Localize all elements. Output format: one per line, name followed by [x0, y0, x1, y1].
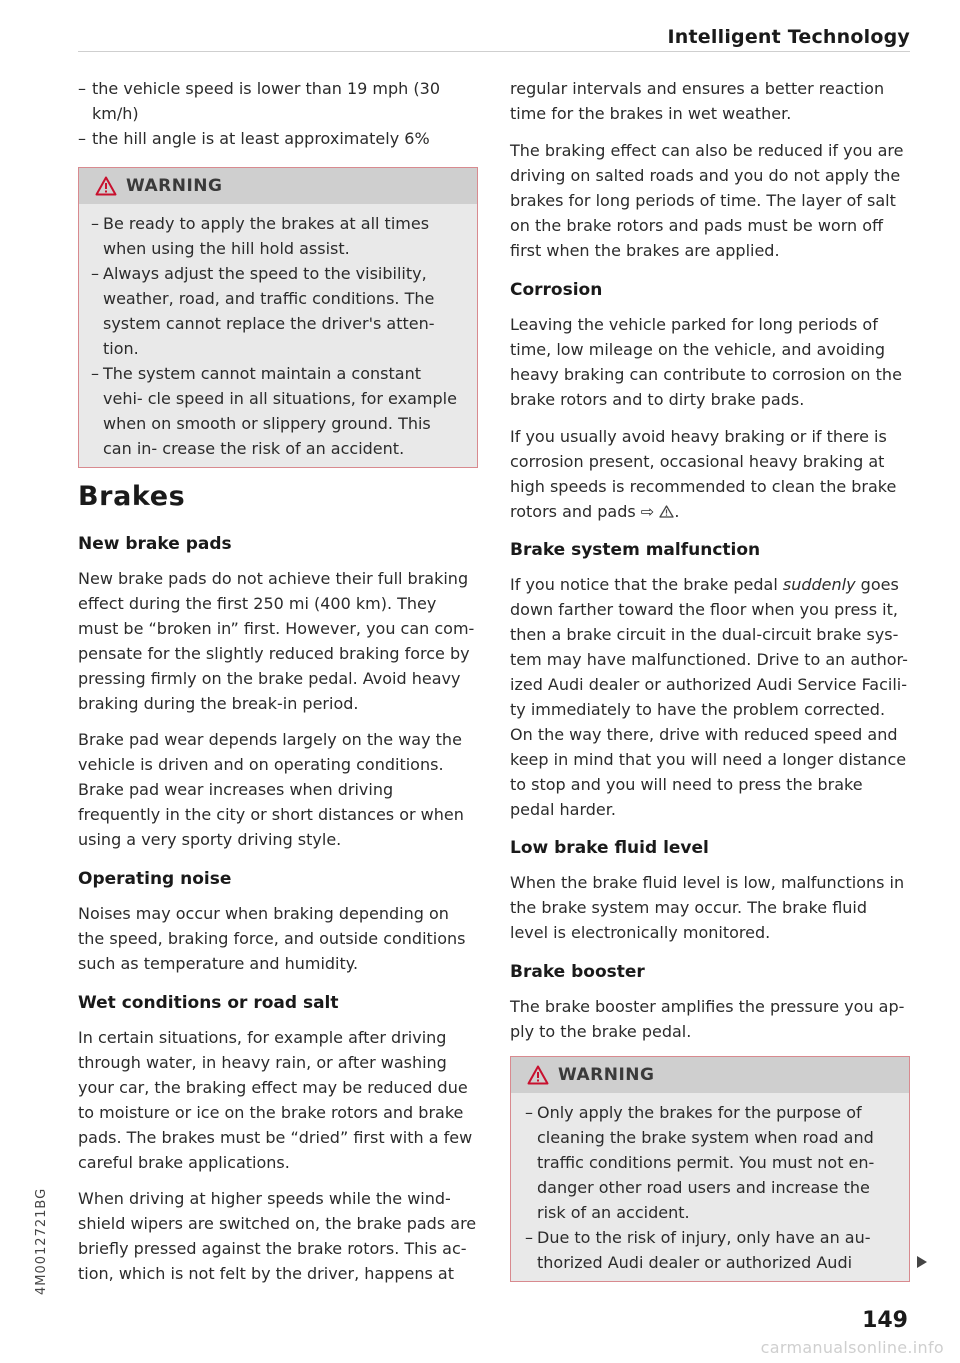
warning-item: – The system cannot maintain a constant vehi- cle speed in all situations, for example when on smooth or slippery ground. This can in- crease the risk of an accident. [91, 364, 457, 458]
section-title-brakes: Brakes [78, 481, 186, 512]
paragraph: New brake pads do not achieve their full braking effect during the first 250 mi (400 km). They must be “broken in” first. However, you can com- pensate for the slightly reduced braking force by pressing firmly on the brake pedal. Avoid heavy braking during the break-in period. [78, 569, 475, 713]
watermark: carmanualsonline.info [760, 1338, 944, 1357]
running-header-title: Intelligent Technology [667, 26, 910, 48]
page-number: 149 [862, 1308, 908, 1333]
document-code: 4M0012721BG [34, 1187, 49, 1295]
condition-item: – the hill angle is at least approximately 6% [78, 129, 430, 148]
paragraph: If you notice that the brake pedal suddenly goes down farther toward the floor when you press it, then a brake circuit in the dual-circuit brake sys- tem may have malfunctioned. Drive to an author- ized Audi dealer or authorized Audi Service Facili- ty immediately to have the problem corrected. On the way there, drive with reduced speed and keep in mind that you will need a longer distance to stop and you will need to press the brake pedal harder. [510, 575, 908, 819]
paragraph: Brake pad wear depends largely on the way the vehicle is driven and on operating conditions. Brake pad wear increases when driving frequently in the city or short distances or when using a very sporty driving style. [78, 730, 464, 849]
paragraph: When the brake fluid level is low, malfunctions in the brake system may occur. The brake fluid level is electronically monitored. [510, 873, 905, 942]
heading-new-brake-pads: New brake pads [78, 534, 232, 554]
paragraph: Noises may occur when braking depending on the speed, braking force, and outside conditions such as temperature and humidity. [78, 904, 466, 973]
heading-brake-system-malfunction: Brake system malfunction [510, 540, 761, 560]
warning-triangle-icon [95, 176, 117, 196]
paragraph: When driving at higher speeds while the wind- shield wipers are switched on, the brake pads are briefly pressed against the brake rotors. This ac- tion, which is not felt by the driver, happens at [78, 1189, 477, 1283]
warning-title: WARNING [558, 1064, 655, 1085]
warning-header [511, 1057, 909, 1093]
warning-box-brake-cleaning [510, 1056, 910, 1282]
paragraph: If you usually avoid heavy braking or if there is corrosion present, occasional heavy braking at high speeds is recommended to clean the brake rotors and pads ⇨ . [510, 427, 897, 521]
paragraph: In certain situations, for example after driving through water, in heavy rain, or after washing your car, the braking effect may be reduced due to moisture or ice on the brake rotors and brake pads. The brakes must be “dried” first with a few careful brake applications. [78, 1028, 473, 1172]
warning-title: WARNING [126, 175, 223, 196]
heading-operating-noise: Operating noise [78, 869, 232, 889]
heading-low-brake-fluid: Low brake fluid level [510, 838, 709, 858]
warning-triangle-icon [527, 1065, 549, 1085]
condition-item: – the vehicle speed is lower than 19 mph (30 km/h) [78, 79, 440, 123]
paragraph: Leaving the vehicle parked for long periods of time, low mileage on the vehicle, and avoiding heavy braking can contribute to corrosion on the brake rotors and to dirty brake pads. [510, 315, 902, 409]
warning-item: – Be ready to apply the brakes at all times when using the hill hold assist. [91, 214, 430, 258]
heading-corrosion: Corrosion [510, 280, 603, 300]
warning-box-hill-hold [78, 167, 478, 468]
warning-item: – Due to the risk of injury, only have an au- thorized Audi dealer or authorized Audi [525, 1228, 871, 1272]
warning-item: – Always adjust the speed to the visibility, weather, road, and traffic conditions. The system cannot replace the driver's atten- tion. [91, 264, 435, 358]
continue-arrow-icon [917, 1256, 927, 1268]
paragraph: regular intervals and ensures a better reaction time for the brakes in wet weather. [510, 79, 885, 123]
warning-header [79, 168, 477, 204]
heading-wet-conditions: Wet conditions or road salt [78, 993, 339, 1013]
warning-item: – Only apply the brakes for the purpose of cleaning the brake system when road and traffic conditions permit. You must not en- danger other road users and increase the risk of an accident. [525, 1103, 875, 1222]
heading-brake-booster: Brake booster [510, 962, 645, 982]
paragraph: The braking effect can also be reduced if you are driving on salted roads and you do not apply the brakes for long periods of time. The layer of salt on the brake rotors and pads must be worn off first when the brakes are applied. [510, 141, 904, 260]
warning-reference-icon [659, 505, 674, 518]
paragraph: The brake booster amplifies the pressure you ap- ply to the brake pedal. [510, 997, 905, 1041]
header-divider [78, 51, 910, 52]
